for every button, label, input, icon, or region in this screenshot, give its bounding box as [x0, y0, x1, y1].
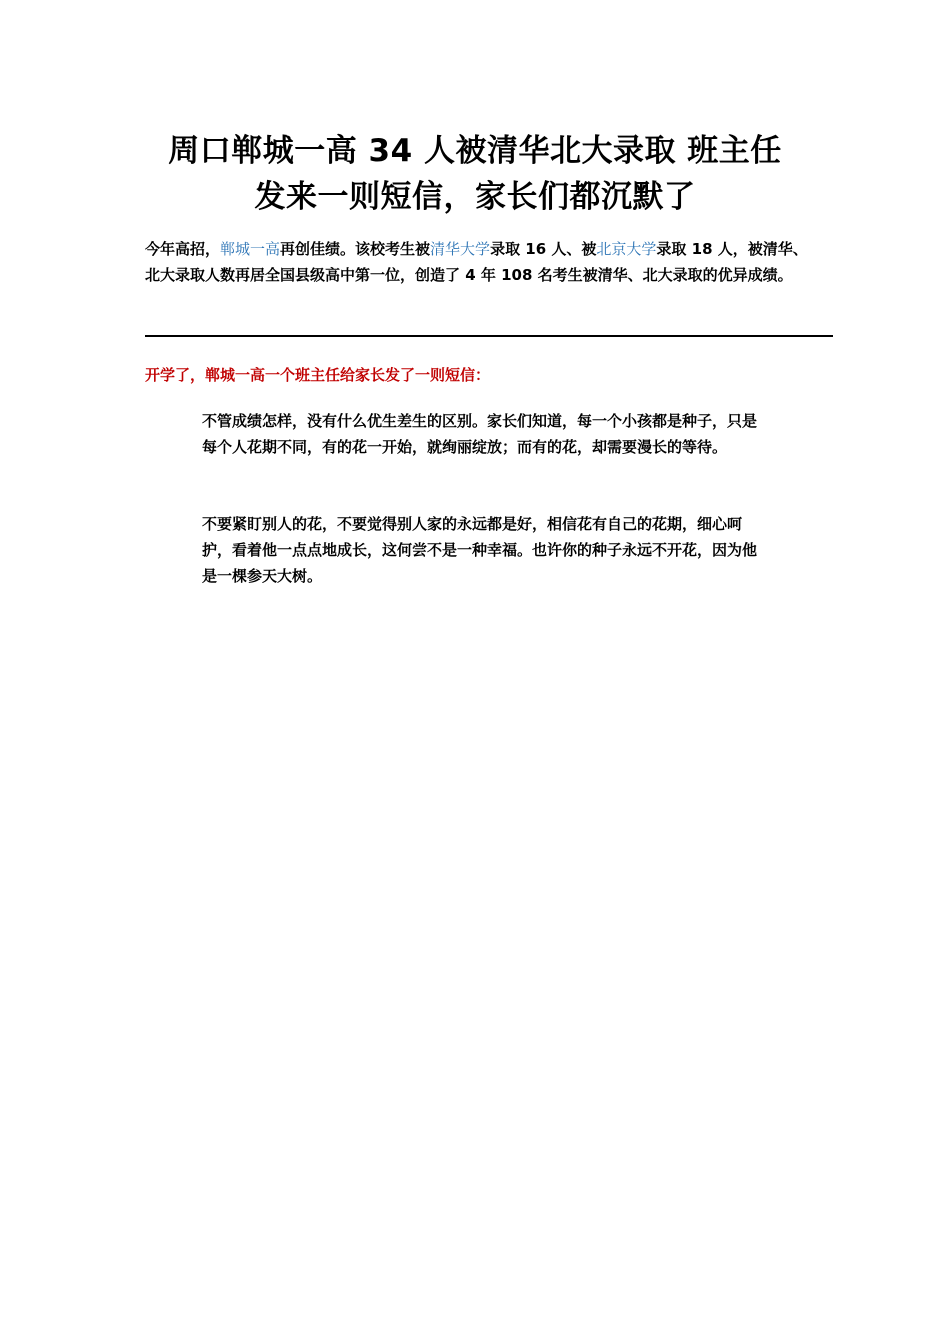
intro-paragraph [145, 236, 817, 288]
intro-text-2: 再创佳绩。该校考生被 [280, 240, 431, 258]
link-dancheng-yigao[interactable]: 郸城一高 [220, 240, 281, 258]
horizontal-divider [145, 335, 833, 337]
intro-text-1: 今年高招， [145, 240, 221, 258]
intro-text-3: 录取 16 人、被 [490, 240, 597, 258]
intro-text-4: 录取 18 人，被清华、北大录取人数再居全国县级高中第一位，创造了 4 年 108 名考生被清华、北大录取的优异成绩。 [145, 240, 808, 284]
message-paragraph-2: 不要紧盯别人的花，不要觉得别人家的永远都是好，相信花有自己的花期，细心呵护，看着他一点点地成长，这何尝不是一种幸福。也许你的种子永远不开花，因为他是一棵参天大树。 [202, 515, 758, 585]
link-peking-university[interactable]: 北京大学 [596, 240, 657, 258]
link-tsinghua-university[interactable]: 清华大学 [430, 240, 491, 258]
message-paragraph-1: 不管成绩怎样，没有什么优生差生的区别。家长们知道，每一个小孩都是种子，只是每个人花期不同，有的花一开始，就绚丽绽放；而有的花，却需要漫长的等待。 [202, 412, 758, 456]
article-title-line-1: 周口郸城一高 34 人被清华北大录取 班主任 [168, 133, 782, 169]
article-title-line-2: 发来一则短信，家长们都沉默了 [254, 179, 696, 215]
lead-line: 开学了，郸城一高一个班主任给家长发了一则短信： [145, 366, 491, 384]
article-title [120, 128, 830, 220]
